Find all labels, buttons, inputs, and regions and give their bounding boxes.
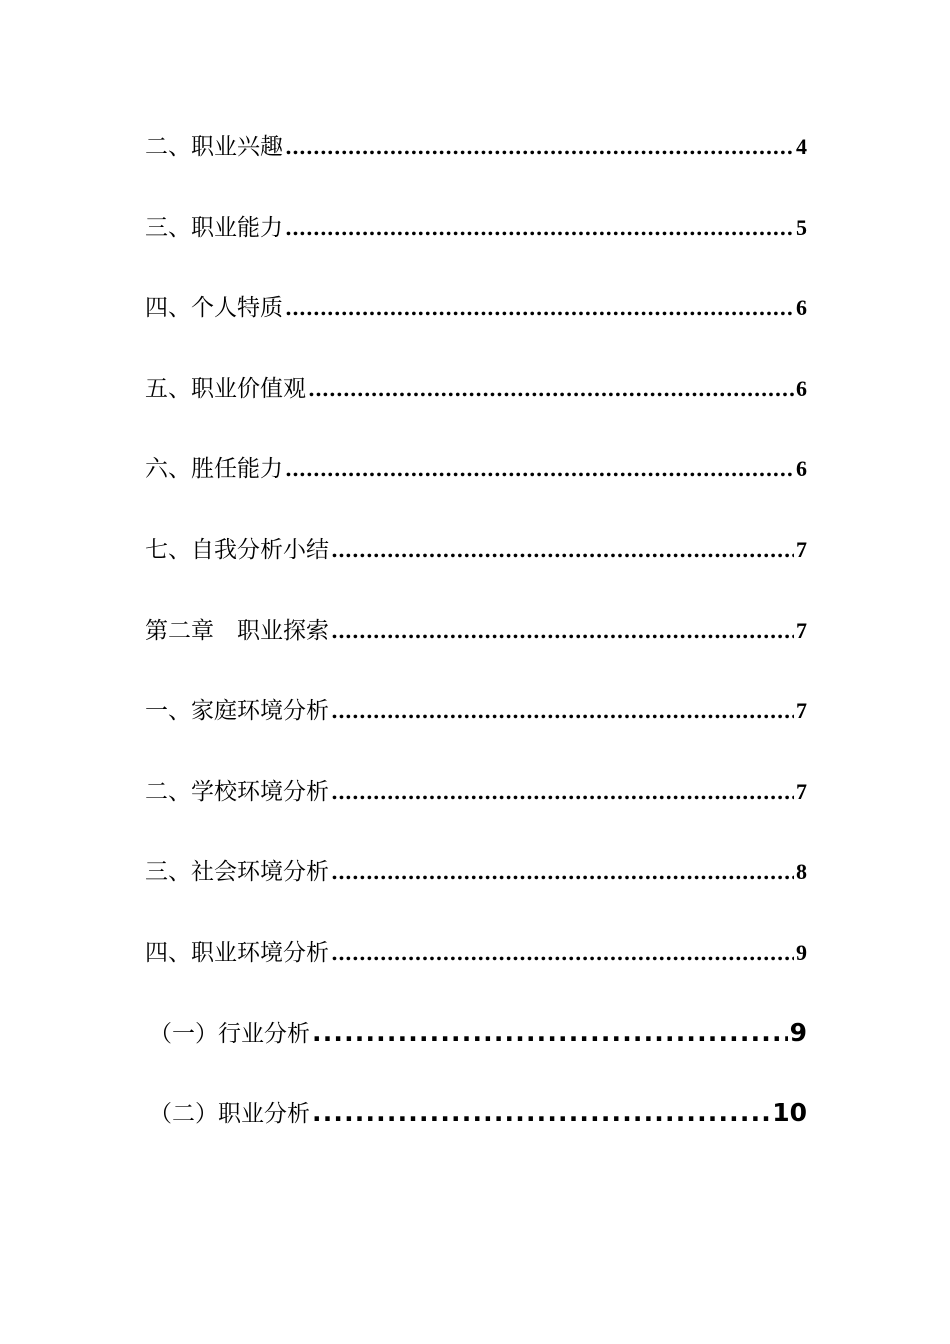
toc-entry-label: 三、社会环境分析: [145, 859, 329, 886]
toc-entry-label: 二、职业兴趣: [145, 134, 283, 160]
dot-leader: [331, 941, 794, 965]
toc-entry[interactable]: [145, 531, 807, 612]
toc-subentry[interactable]: [145, 1095, 807, 1176]
toc-entry-page-number: 9: [796, 939, 807, 965]
table-of-contents: [145, 128, 807, 1176]
toc-entry-page-number: 9: [789, 1017, 807, 1047]
toc-entry-page-number: 6: [796, 295, 807, 321]
toc-entry-page-number: 4: [796, 134, 807, 159]
toc-entry[interactable]: [145, 692, 807, 773]
toc-entry-page-number: 7: [796, 617, 807, 643]
toc-entry-page-number: 6: [796, 456, 807, 482]
toc-entry[interactable]: [145, 289, 807, 370]
dot-leader: [312, 1018, 788, 1047]
toc-subentry[interactable]: [145, 1015, 807, 1096]
toc-entry-page-number: 10: [772, 1098, 807, 1128]
toc-entry-label: 五、职业价值观: [145, 375, 306, 402]
toc-entry-label: 四、个人特质: [145, 295, 283, 322]
toc-entry-label: 七、自我分析小结: [145, 536, 329, 563]
dot-leader: [312, 1098, 770, 1127]
toc-entry-page-number: 5: [796, 214, 807, 240]
toc-entry-label: 二、学校环境分析: [145, 778, 329, 805]
toc-entry[interactable]: [145, 209, 807, 290]
toc-entry-page-number: 8: [796, 859, 807, 885]
toc-entry[interactable]: [145, 128, 807, 209]
toc-entry-page-number: 6: [796, 375, 807, 401]
dot-leader: [331, 780, 794, 804]
dot-leader: [331, 538, 794, 562]
toc-entry[interactable]: [145, 853, 807, 934]
dot-leader: [308, 377, 794, 401]
toc-entry-page-number: 7: [796, 698, 807, 724]
dot-leader: [331, 619, 794, 643]
toc-entry-label: 一、家庭环境分析: [145, 698, 329, 725]
toc-entry-label: 四、职业环境分析: [145, 939, 329, 966]
toc-entry[interactable]: [145, 370, 807, 451]
toc-entry[interactable]: [145, 934, 807, 1015]
dot-leader: [285, 216, 794, 240]
dot-leader: [285, 296, 794, 320]
toc-entry-label: （一）行业分析: [149, 1020, 310, 1047]
toc-entry-chapter[interactable]: [145, 612, 807, 693]
toc-entry-label: 第二章 职业探索: [145, 617, 329, 644]
toc-entry-label: 六、胜任能力: [145, 456, 283, 483]
toc-entry-label: （二）职业分析: [149, 1101, 310, 1128]
dot-leader: [285, 457, 794, 481]
dot-leader: [331, 860, 794, 884]
toc-entry[interactable]: [145, 450, 807, 531]
toc-entry-page-number: 7: [796, 778, 807, 804]
dot-leader: [285, 135, 794, 159]
toc-entry[interactable]: [145, 773, 807, 854]
toc-entry-label: 三、职业能力: [145, 214, 283, 241]
dot-leader: [331, 699, 794, 723]
toc-entry-page-number: 7: [796, 536, 807, 562]
